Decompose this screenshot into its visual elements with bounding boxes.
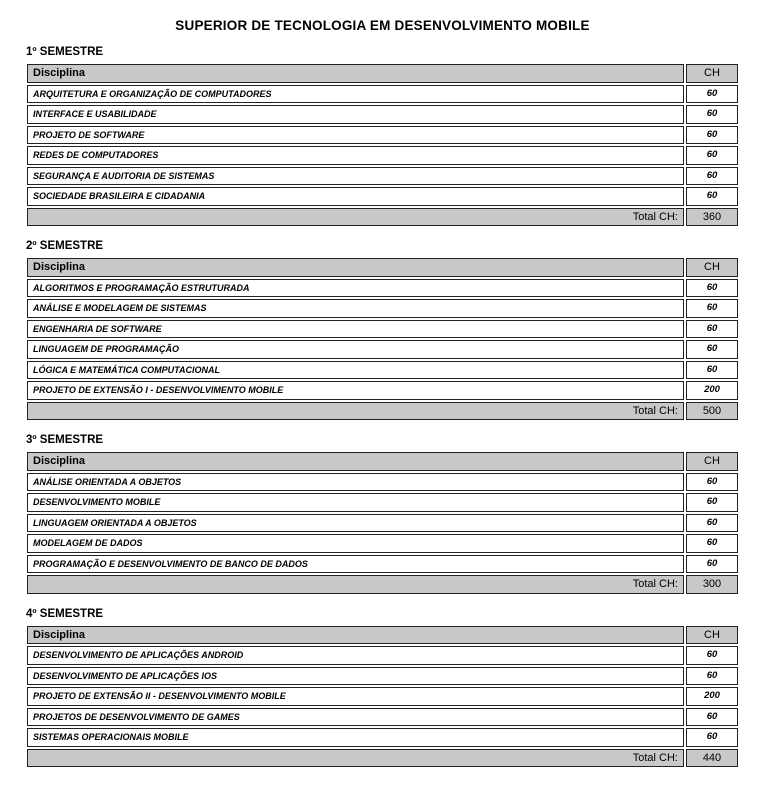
table-row: [27, 105, 738, 124]
semester-3-section: [25, 434, 740, 596]
discipline-ch: 60: [686, 728, 738, 747]
discipline-name: INTERFACE E USABILIDADE: [27, 105, 684, 124]
discipline-name: PROJETOS DE DESENVOLVIMENTO DE GAMES: [27, 708, 684, 727]
table-row: [27, 687, 738, 706]
discipline-name: SISTEMAS OPERACIONAIS MOBILE: [27, 728, 684, 747]
discipline-name: DESENVOLVIMENTO DE APLICAÇÕES IOS: [27, 667, 684, 686]
total-row: [27, 402, 738, 421]
total-ch-label: Total CH:: [27, 402, 684, 421]
table-row: [27, 667, 738, 686]
header-row: [27, 626, 738, 645]
discipline-name: MODELAGEM DE DADOS: [27, 534, 684, 553]
table-row: [27, 473, 738, 492]
total-ch-label: Total CH:: [27, 575, 684, 594]
column-header-ch: CH: [686, 258, 738, 277]
total-ch-label: Total CH:: [27, 208, 684, 227]
table-row: [27, 85, 738, 104]
discipline-name: PROJETO DE EXTENSÃO I - DESENVOLVIMENTO MOBILE: [27, 381, 684, 400]
semester-1-table: [25, 62, 740, 228]
discipline-ch: 200: [686, 381, 738, 400]
discipline-name: REDES DE COMPUTADORES: [27, 146, 684, 165]
semester-4-section: [25, 608, 740, 770]
discipline-name: ENGENHARIA DE SOFTWARE: [27, 320, 684, 339]
semester-2-table: [25, 256, 740, 422]
table-row: [27, 187, 738, 206]
discipline-name: ANÁLISE E MODELAGEM DE SISTEMAS: [27, 299, 684, 318]
header-row: [27, 258, 738, 277]
column-header-disciplina: Disciplina: [27, 452, 684, 471]
total-ch-value: 360: [686, 208, 738, 227]
discipline-ch: 60: [686, 473, 738, 492]
semester-4-heading: 4º SEMESTRE: [26, 607, 104, 620]
total-ch-value: 500: [686, 402, 738, 421]
total-row: [27, 208, 738, 227]
column-header-disciplina: Disciplina: [27, 64, 684, 83]
discipline-ch: 60: [686, 187, 738, 206]
discipline-ch: 60: [686, 85, 738, 104]
discipline-ch: 60: [686, 279, 738, 298]
semester-4-table: [25, 624, 740, 770]
semester-3-heading: 3º SEMESTRE: [26, 434, 104, 446]
discipline-ch: 60: [686, 299, 738, 318]
table-row: [27, 708, 738, 727]
table-row: [27, 514, 738, 533]
discipline-ch: 60: [686, 320, 738, 339]
semester-2-heading: 2º SEMESTRE: [26, 240, 104, 252]
table-row: [27, 555, 738, 574]
column-header-ch: CH: [686, 452, 738, 471]
total-ch-value: 300: [686, 575, 738, 594]
table-row: [27, 279, 738, 298]
table-row: [27, 167, 738, 186]
discipline-name: ALGORITMOS E PROGRAMAÇÃO ESTRUTURADA: [27, 279, 684, 298]
discipline-name: LÓGICA E MATEMÁTICA COMPUTACIONAL: [27, 361, 684, 380]
table-row: [27, 381, 738, 400]
discipline-ch: 60: [686, 667, 738, 686]
total-row: [27, 575, 738, 594]
discipline-name: LINGUAGEM DE PROGRAMAÇÃO: [27, 340, 684, 359]
table-row: [27, 146, 738, 165]
discipline-name: SEGURANÇA E AUDITORIA DE SISTEMAS: [27, 167, 684, 186]
discipline-ch: 60: [686, 361, 738, 380]
discipline-name: PROJETO DE SOFTWARE: [27, 126, 684, 145]
discipline-ch: 60: [686, 534, 738, 553]
discipline-name: LINGUAGEM ORIENTADA A OBJETOS: [27, 514, 684, 533]
discipline-ch: 60: [686, 708, 738, 727]
total-ch-label: Total CH:: [27, 749, 684, 768]
total-ch-value: 440: [686, 749, 738, 768]
table-row: [27, 320, 738, 339]
discipline-ch: 60: [686, 340, 738, 359]
total-row: [27, 749, 738, 768]
discipline-ch: 60: [686, 146, 738, 165]
discipline-ch: 60: [686, 105, 738, 124]
table-row: [27, 646, 738, 665]
discipline-ch: 60: [686, 493, 738, 512]
discipline-name: DESENVOLVIMENTO DE APLICAÇÕES ANDROID: [27, 646, 684, 665]
semester-3-table: [25, 450, 740, 596]
discipline-name: PROJETO DE EXTENSÃO II - DESENVOLVIMENTO MOBILE: [27, 687, 684, 706]
table-row: [27, 728, 738, 747]
semester-1-heading: 1º SEMESTRE: [26, 46, 104, 58]
table-row: [27, 299, 738, 318]
discipline-ch: 60: [686, 167, 738, 186]
discipline-name: DESENVOLVIMENTO MOBILE: [27, 493, 684, 512]
table-row: [27, 340, 738, 359]
column-header-ch: CH: [686, 626, 738, 645]
discipline-ch: 60: [686, 126, 738, 145]
table-row: [27, 361, 738, 380]
semester-2-section: [25, 240, 740, 422]
discipline-ch: 200: [686, 687, 738, 706]
header-row: [27, 452, 738, 471]
semester-1-section: [25, 46, 740, 228]
table-row: [27, 126, 738, 145]
header-row: [27, 64, 738, 83]
discipline-name: ARQUITETURA E ORGANIZAÇÃO DE COMPUTADORES: [27, 85, 684, 104]
page-title: SUPERIOR DE TECNOLOGIA EM DESENVOLVIMENTO MOBILE: [175, 18, 590, 33]
column-header-disciplina: Disciplina: [27, 626, 684, 645]
discipline-name: SOCIEDADE BRASILEIRA E CIDADANIA: [27, 187, 684, 206]
column-header-ch: CH: [686, 64, 738, 83]
discipline-name: ANÁLISE ORIENTADA A OBJETOS: [27, 473, 684, 492]
discipline-ch: 60: [686, 646, 738, 665]
table-row: [27, 534, 738, 553]
discipline-ch: 60: [686, 555, 738, 574]
discipline-name: PROGRAMAÇÃO E DESENVOLVIMENTO DE BANCO DE DADOS: [27, 555, 684, 574]
column-header-disciplina: Disciplina: [27, 258, 684, 277]
table-row: [27, 493, 738, 512]
discipline-ch: 60: [686, 514, 738, 533]
